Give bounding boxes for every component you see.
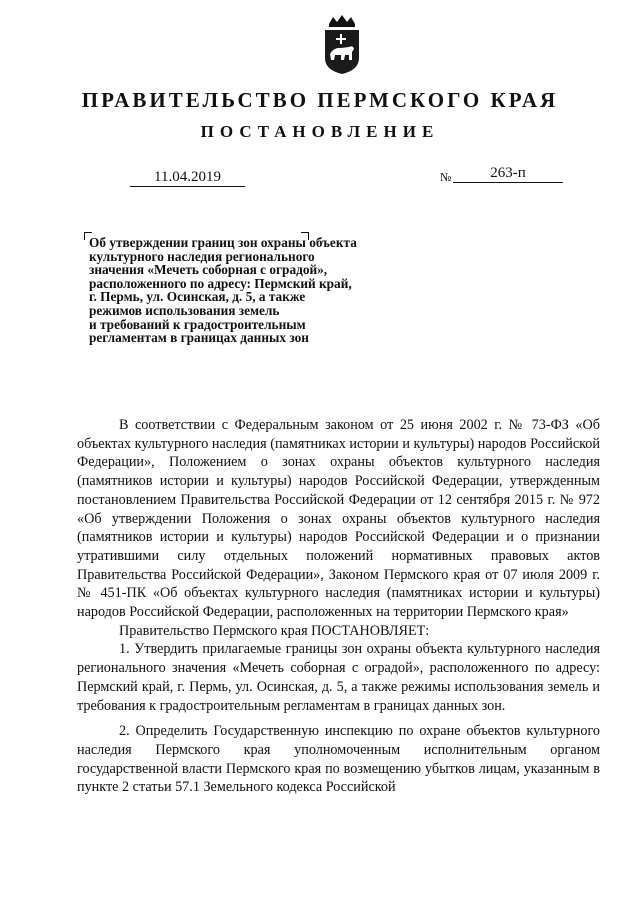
document-date: 11.04.2019: [130, 168, 245, 187]
subject-line: культурного наследия регионального: [89, 248, 315, 264]
body-paragraph-item-2: 2. Определить Государственную инспекцию по охране объектов культурного наследия Пермского края уполномоченным исполнительным органом государственной власти Пермского края по возмещению убытков лицам, указанным в пункте 2 статьи 57.1 Земельного кодекса Российской: [77, 723, 600, 796]
subject-line: и требований к градостроительным: [89, 316, 306, 332]
subject-line: расположенного по адресу: Пермский край,: [89, 275, 352, 291]
body-paragraph-item-1: 1. Утвердить прилагаемые границы зон охраны объекта культурного наследия регионального значения «Мечеть соборная с оградой», расположенного по адресу: Пермский край, г. Пермь, ул. Осинская, д. 5, а также режимы использования земель и требования к градостроительным регламентам в границах данных зон.: [77, 641, 600, 714]
subject-line: режимов использования земель: [89, 302, 280, 318]
subject-line: Об утверждении границ зон охраны объекта: [89, 235, 357, 250]
body-paragraph-resolves: Правительство Пермского края ПОСТАНОВЛЯЕТ:: [119, 622, 430, 639]
document-type: ПОСТАНОВЛЕНИЕ: [200, 122, 440, 141]
subject-line: регламентам в границах данных зон: [89, 330, 309, 346]
number-sign: №: [440, 170, 452, 184]
document-body: [77, 416, 600, 797]
subject-line: значения «Мечеть соборная с оградой»,: [89, 262, 328, 278]
coat-of-arms-icon: [321, 14, 363, 76]
document-subject: [89, 236, 409, 345]
body-paragraph-preamble: В соответствии с Федеральным законом от 25 июня 2002 г. № 73-ФЗ «Об объектах культурного наследия (памятниках истории и культуры) народов Российской Федерации», Положением о зонах охраны объектов культурного наследия (памятников истории и культуры) народов Российской Федерации, утвержденным постановлением Правительства Российской Федерации от 12 сентября 2015 г. № 972 «Об утверждении Положения о зонах охраны объектов культурного наследия (памятников истории и культуры) народов Российской Федерации и о признании утратившими силу отдельных положений нормативных правовых актов Правительства Российской Федерации», Законом Пермского края от 07 июля 2009 г. № 451-ПК «Об объектах культурного наследия (памятниках истории и культуры) народов Российской Федерации, расположенных на территории Пермского края»: [77, 417, 600, 621]
subject-line: г. Пермь, ул. Осинская, д. 5, а также: [89, 289, 306, 305]
document-number: 263-п: [453, 164, 563, 183]
government-title: ПРАВИТЕЛЬСТВО ПЕРМСКОГО КРАЯ: [81, 88, 559, 112]
